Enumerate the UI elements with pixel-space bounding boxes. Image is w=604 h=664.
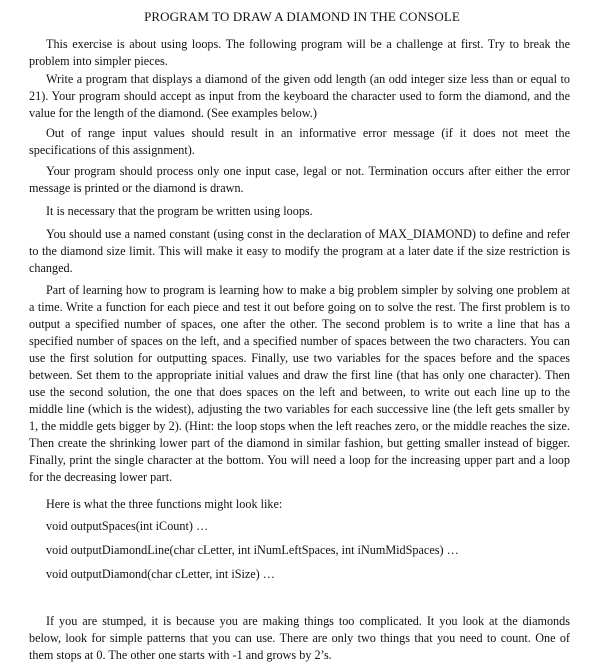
paragraph-intro: This exercise is about using loops. The following program will be a challenge at first. Try to break the problem into simpler pieces. (29, 37, 570, 68)
page-title: PROGRAM TO DRAW A DIAMOND IN THE CONSOLE (144, 9, 460, 24)
paragraph-loops: It is necessary that the program be written using loops. (46, 204, 313, 218)
paragraph-approach: Part of learning how to program is learning how to make a big problem simpler by solving one problem at a time. Write a function for each piece and test it out before going on to solve the rest. The first problem is to output a specified number of spaces, one after the other. The second problem is to write a line that has a specified number of spaces on the left, and a specified number of spaces between the two characters. You can use the first solution for outputting spaces. Finally, use two variables for the spaces before and the spaces between. Set them to the appropriate initial values and draw the first line (that has only one character). Then use the second solution, the one that does spaces on the left and between, to write out each line up to the middle line (which is the widest), adjusting the two variables for each successive line (the left gets smaller by 1, the middle gets bigger by 2). (Hint: the loop stops when the left reaches zero, or the middle reaches the size. Then create the shrinking lower part of the diamond in similar fashion, but getting smaller instead of bigger. Finally, print the single character at the bottom. You will need a loop for the increasing upper part and a loop for the decreasing lower part. (29, 283, 570, 484)
paragraph-requirements: Write a program that displays a diamond of the given odd length (an odd integer size less than or equal to 21). Your program should accept as input from the keyboard the character used to form the diamond, and the value for the length of the diamond. (See examples below.) (29, 72, 570, 120)
paragraph-termination: Your program should process only one input case, legal or not. Termination occurs after either the error message is printed or the diamond is drawn. (29, 164, 570, 195)
paragraph-constant: You should use a named constant (using const in the declaration of MAX_DIAMOND) to define and refer to the diamond size limit. This will make it easy to modify the program at a later date if the size restriction is changed. (29, 227, 570, 275)
code-line-output-spaces: void outputSpaces(int iCount) … (46, 519, 209, 533)
paragraph-functions-intro: Here is what the three functions might look like: (46, 497, 283, 511)
code-line-output-diamond: void outputDiamond(char cLetter, int iSize) … (46, 567, 275, 581)
paragraph-closing: If you are stumped, it is because you are making things too complicated. It you look at the diamonds below, look for simple patterns that you can use. There are only two things that you need to count. One of them stops at 0. The other one starts with -1 and grows by 2’s. (29, 614, 570, 662)
paragraph-error-message: Out of range input values should result in an informative error message (if it does not meet the specifications of this assignment). (29, 126, 570, 157)
code-line-output-diamond-line: void outputDiamondLine(char cLetter, int iNumLeftSpaces, int iNumMidSpaces) … (46, 543, 459, 557)
